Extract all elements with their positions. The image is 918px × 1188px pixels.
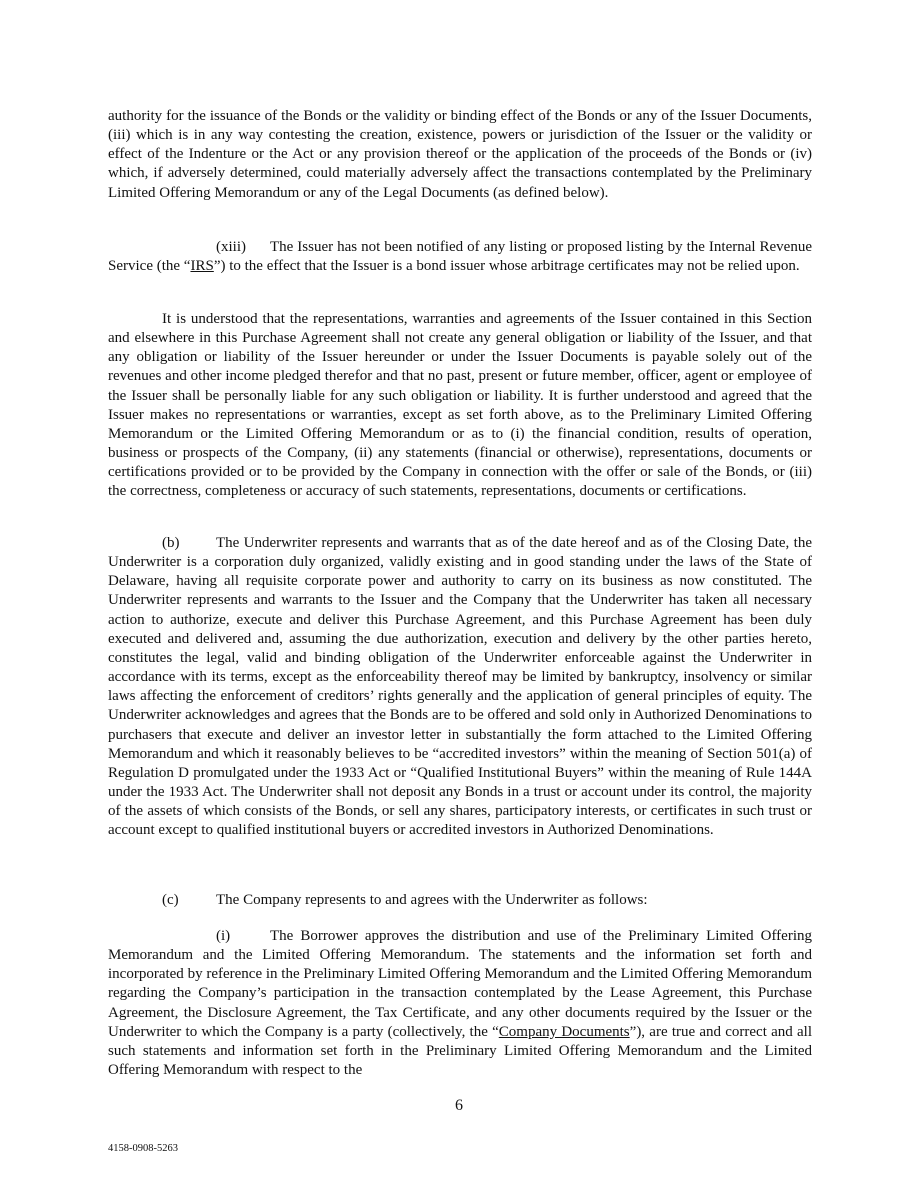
paragraph-continuation xyxy=(108,107,812,203)
defined-term: IRS xyxy=(190,258,214,275)
page-number: 6 xyxy=(455,1097,463,1114)
paragraph-text: authority for the issuance of the Bonds or the validity or binding effect of the Bonds or any of the Issuer Documents, (iii) which is in any way contesting the creation, existence, powers or jurisdiction of the Issuer or the validity or effect of the Indenture or the Act or any provision thereof or the application of the proceeds of the Bonds or (iv) which, if adversely determined, could materially adversely affect the transactions contemplated by the Preliminary Limited Offering Memorandum or any of the Legal Documents (as defined below). xyxy=(108,108,812,201)
paragraph-text: ”) to the effect that the Issuer is a bond issuer whose arbitrage certificates may not be relied upon. xyxy=(213,258,800,275)
paragraph-i xyxy=(108,927,812,1080)
section-label: (b) xyxy=(162,535,180,551)
paragraph-text: The Issuer has not been notified of any listing or proposed listing by the Internal Revenue Service (the “ xyxy=(108,239,812,275)
section-label: (xiii) xyxy=(216,239,246,255)
paragraph-understanding xyxy=(108,310,812,502)
paragraph-c xyxy=(108,891,812,910)
paragraph-text: The Underwriter represents and warrants that as of the date hereof and as of the Closing Date, the Underwriter is a corporation duly organized, validly existing and in good standing under the laws of the State of Delaware, having all requisite corporate power and authority to carry on its business as now constituted. The Underwriter represents and warrants to the Issuer and the Company that the Underwriter has taken all necessary action to authorize, execute and deliver this Purchase Agreement, and this Purchase Agreement has been duly executed and delivered and, assuming the due authorization, execution and delivery by the other parties hereto, constitutes the legal, valid and binding obligation of the Underwriter enforceable against the Underwriter in accordance with its terms, except as the enforceability thereof may be limited by bankruptcy, insolvency or similar laws affecting the enforcement of creditors’ rights generally and the application of general principles of equity. The Underwriter acknowledges and agrees that the Bonds are to be offered and sold only in Authorized Denominations to purchasers that execute and deliver an investor letter in substantially the form attached to the Limited Offering Memorandum and which it reasonably believes to be “accredited investors” within the meaning of Section 501(a) of Regulation D promulgated under the 1933 Act or “Qualified Institutional Buyers” within the meaning of Rule 144A under the 1933 Act. The Underwriter shall not deposit any Bonds in a trust or account under its control, the majority of the assets of which consists of the Bonds, or sell any shares, participatory interests, or certificates in such trust or account except to qualified institutional buyers or accredited investors in Authorized Denominations. xyxy=(108,535,812,839)
section-label: (c) xyxy=(162,892,179,908)
section-label: (i) xyxy=(216,928,231,944)
defined-term: Company Documents xyxy=(498,1023,630,1040)
paragraph-text: ”), are true and correct and all such statements and information set forth in the Preliminary Limited Offering Memorandum and the Limited Offering Memorandum with respect to the xyxy=(108,1023,812,1079)
paragraph-xiii xyxy=(108,238,812,276)
paragraph-text: The Company represents to and agrees with the Underwriter as follows: xyxy=(216,892,648,908)
document-id: 4158-0908-5263 xyxy=(108,1143,178,1154)
paragraph-b xyxy=(108,534,812,841)
paragraph-text: The Borrower approves the distribution and use of the Preliminary Limited Offering Memorandum and the Limited Offering Memorandum. The statements and the information set forth and incorporated by reference in the Preliminary Limited Offering Memorandum and the Limited Offering Memorandum regarding the Company’s participation in the transaction contemplated by the Lease Agreement, this Purchase Agreement, the Disclosure Agreement, the Tax Certificate, and any other documents required by the Issuer or the Underwriter to which the Company is a party (collectively, the “ xyxy=(108,928,812,1040)
paragraph-text: It is understood that the representations, warranties and agreements of the Issuer contained in this Section and elsewhere in this Purchase Agreement shall not create any general obligation or liability of the Issuer, and that any obligation or liability of the Issuer hereunder or under the Issuer Documents is payable solely out of the revenues and other income pledged therefor and that no past, present or future member, officer, agent or employee of the Issuer shall be personally liable for any such obligation or liability. It is further understood and agreed that the Issuer makes no representations or warranties, except as set forth above, as to the Preliminary Limited Offering Memorandum or the Limited Offering Memorandum or as to (i) the financial condition, results of operation, business or prospects of the Company, (ii) any statements (financial or otherwise), representations, documents or certifications provided or to be provided by the Company in connection with the offer or sale of the Bonds, or (iii) the correctness, completeness or accuracy of such statements, representations, documents or certifications. xyxy=(108,311,812,500)
